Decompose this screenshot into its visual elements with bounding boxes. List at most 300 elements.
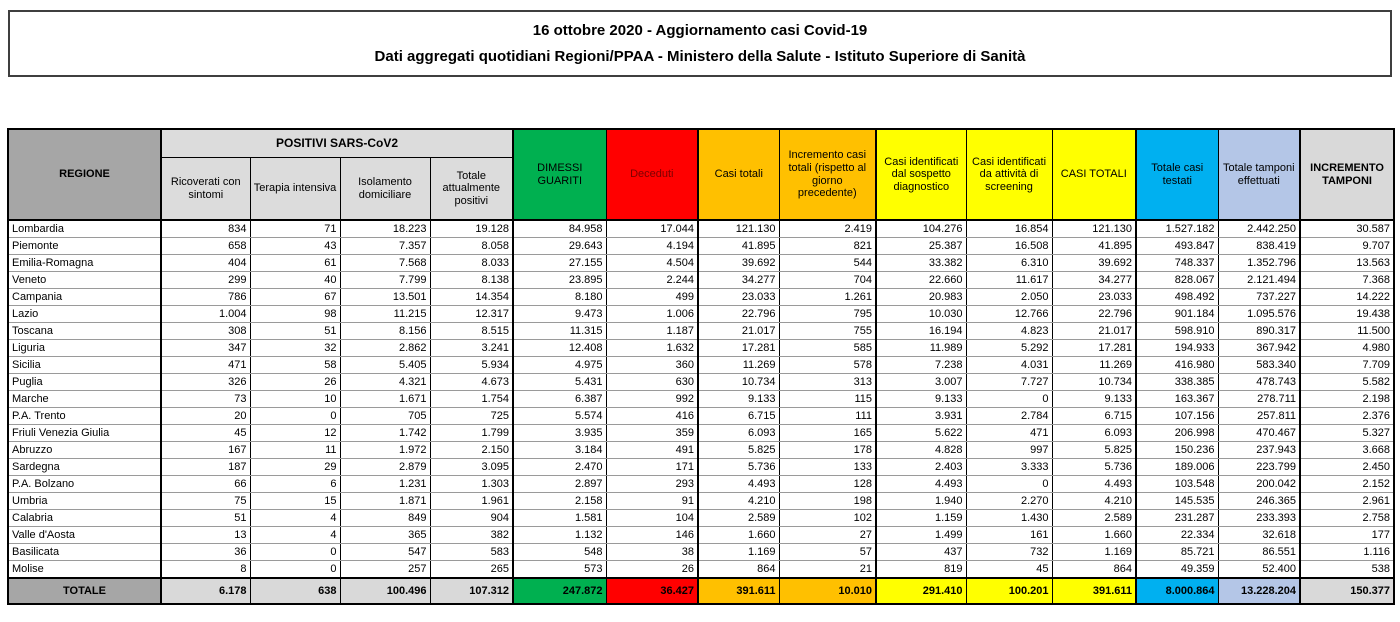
- region-name: Lazio: [8, 306, 161, 323]
- value-cell: 5.736: [698, 459, 779, 476]
- value-cell: 0: [250, 408, 340, 425]
- value-cell: 128: [779, 476, 876, 493]
- value-cell: 5.582: [1300, 374, 1394, 391]
- value-cell: 499: [606, 289, 698, 306]
- value-cell: 5.431: [513, 374, 606, 391]
- value-cell: 293: [606, 476, 698, 493]
- value-cell: 14.354: [430, 289, 513, 306]
- value-cell: 491: [606, 442, 698, 459]
- value-cell: 8.033: [430, 255, 513, 272]
- title-box: [8, 10, 1392, 77]
- value-cell: 3.007: [876, 374, 966, 391]
- value-cell: 84.958: [513, 220, 606, 238]
- region-name: Molise: [8, 561, 161, 579]
- covid-data-table: [7, 128, 1395, 605]
- value-cell: 2.152: [1300, 476, 1394, 493]
- value-cell: 12: [250, 425, 340, 442]
- value-cell: 23.033: [698, 289, 779, 306]
- value-cell: 11: [250, 442, 340, 459]
- value-cell: 1.430: [966, 510, 1052, 527]
- value-cell: 104: [606, 510, 698, 527]
- value-cell: 821: [779, 238, 876, 255]
- column-header-totale-positivi: Totale attualmente positivi: [430, 158, 513, 221]
- value-cell: 177: [1300, 527, 1394, 544]
- value-cell: 748.337: [1136, 255, 1218, 272]
- value-cell: 1.940: [876, 493, 966, 510]
- value-cell: 187: [161, 459, 250, 476]
- value-cell: 20.983: [876, 289, 966, 306]
- value-cell: 2.376: [1300, 408, 1394, 425]
- table-row: [8, 561, 1394, 579]
- value-cell: 102: [779, 510, 876, 527]
- value-cell: 7.568: [340, 255, 430, 272]
- column-header-casi-totali: Casi totali: [698, 129, 779, 220]
- value-cell: 146: [606, 527, 698, 544]
- value-cell: 478.743: [1218, 374, 1300, 391]
- value-cell: 737.227: [1218, 289, 1300, 306]
- value-cell: 11.500: [1300, 323, 1394, 340]
- value-cell: 1.159: [876, 510, 966, 527]
- value-cell: 145.535: [1136, 493, 1218, 510]
- table-row: [8, 255, 1394, 272]
- value-cell: 2.442.250: [1218, 220, 1300, 238]
- value-cell: 6.715: [698, 408, 779, 425]
- value-cell: 2.879: [340, 459, 430, 476]
- column-group-positivi: POSITIVI SARS-CoV2: [161, 129, 513, 158]
- value-cell: 299: [161, 272, 250, 289]
- value-cell: 2.897: [513, 476, 606, 493]
- value-cell: 1.799: [430, 425, 513, 442]
- value-cell: 7.238: [876, 357, 966, 374]
- value-cell: 4.493: [1052, 476, 1136, 493]
- value-cell: 66: [161, 476, 250, 493]
- value-cell: 2.862: [340, 340, 430, 357]
- value-cell: 9.133: [1052, 391, 1136, 408]
- value-cell: 1.169: [698, 544, 779, 561]
- value-cell: 4.194: [606, 238, 698, 255]
- region-name: Puglia: [8, 374, 161, 391]
- value-cell: 12.766: [966, 306, 1052, 323]
- value-cell: 23.033: [1052, 289, 1136, 306]
- value-cell: 493.847: [1136, 238, 1218, 255]
- value-cell: 13: [161, 527, 250, 544]
- value-cell: 2.589: [1052, 510, 1136, 527]
- region-name: Veneto: [8, 272, 161, 289]
- column-header-regione: REGIONE: [8, 129, 161, 220]
- value-cell: 189.006: [1136, 459, 1218, 476]
- value-cell: 41.895: [698, 238, 779, 255]
- value-cell: 36: [161, 544, 250, 561]
- value-cell: 2.244: [606, 272, 698, 289]
- table-row: [8, 476, 1394, 493]
- table-row: [8, 442, 1394, 459]
- total-value-cell: 100.496: [340, 578, 430, 604]
- value-cell: 10.734: [698, 374, 779, 391]
- value-cell: 178: [779, 442, 876, 459]
- column-header-deceduti: Deceduti: [606, 129, 698, 220]
- value-cell: 75: [161, 493, 250, 510]
- value-cell: 4.031: [966, 357, 1052, 374]
- value-cell: 5.574: [513, 408, 606, 425]
- region-name: Umbria: [8, 493, 161, 510]
- region-name: Lombardia: [8, 220, 161, 238]
- total-value-cell: 6.178: [161, 578, 250, 604]
- value-cell: 85.721: [1136, 544, 1218, 561]
- value-cell: 11.315: [513, 323, 606, 340]
- value-cell: 257.811: [1218, 408, 1300, 425]
- value-cell: 8.138: [430, 272, 513, 289]
- value-cell: 23.895: [513, 272, 606, 289]
- value-cell: 13.501: [340, 289, 430, 306]
- value-cell: 233.393: [1218, 510, 1300, 527]
- value-cell: 1.004: [161, 306, 250, 323]
- value-cell: 165: [779, 425, 876, 442]
- value-cell: 6.093: [698, 425, 779, 442]
- value-cell: 0: [966, 476, 1052, 493]
- value-cell: 1.527.182: [1136, 220, 1218, 238]
- value-cell: 34.277: [698, 272, 779, 289]
- value-cell: 1.972: [340, 442, 430, 459]
- value-cell: 161: [966, 527, 1052, 544]
- value-cell: 13.563: [1300, 255, 1394, 272]
- column-header-isolamento: Isolamento domiciliare: [340, 158, 430, 221]
- value-cell: 1.352.796: [1218, 255, 1300, 272]
- value-cell: 4.210: [1052, 493, 1136, 510]
- value-cell: 313: [779, 374, 876, 391]
- value-cell: 2.198: [1300, 391, 1394, 408]
- value-cell: 1.132: [513, 527, 606, 544]
- value-cell: 20: [161, 408, 250, 425]
- value-cell: 10.734: [1052, 374, 1136, 391]
- value-cell: 890.317: [1218, 323, 1300, 340]
- value-cell: 2.961: [1300, 493, 1394, 510]
- value-cell: 21.017: [1052, 323, 1136, 340]
- value-cell: 2.758: [1300, 510, 1394, 527]
- value-cell: 11.617: [966, 272, 1052, 289]
- value-cell: 150.236: [1136, 442, 1218, 459]
- total-label: TOTALE: [8, 578, 161, 604]
- value-cell: 1.660: [1052, 527, 1136, 544]
- value-cell: 1.754: [430, 391, 513, 408]
- value-cell: 246.365: [1218, 493, 1300, 510]
- value-cell: 8: [161, 561, 250, 579]
- value-cell: 382: [430, 527, 513, 544]
- value-cell: 33.382: [876, 255, 966, 272]
- table-row: [8, 220, 1394, 238]
- value-cell: 1.187: [606, 323, 698, 340]
- value-cell: 8.180: [513, 289, 606, 306]
- value-cell: 133: [779, 459, 876, 476]
- value-cell: 5.622: [876, 425, 966, 442]
- value-cell: 4.493: [698, 476, 779, 493]
- value-cell: 16.194: [876, 323, 966, 340]
- value-cell: 8.058: [430, 238, 513, 255]
- value-cell: 26: [606, 561, 698, 579]
- value-cell: 200.042: [1218, 476, 1300, 493]
- value-cell: 308: [161, 323, 250, 340]
- value-cell: 58: [250, 357, 340, 374]
- value-cell: 583.340: [1218, 357, 1300, 374]
- value-cell: 1.961: [430, 493, 513, 510]
- value-cell: 5.327: [1300, 425, 1394, 442]
- value-cell: 5.825: [1052, 442, 1136, 459]
- table-row: [8, 323, 1394, 340]
- value-cell: 49.359: [1136, 561, 1218, 579]
- value-cell: 2.150: [430, 442, 513, 459]
- value-cell: 21.017: [698, 323, 779, 340]
- value-cell: 901.184: [1136, 306, 1218, 323]
- value-cell: 573: [513, 561, 606, 579]
- value-cell: 231.287: [1136, 510, 1218, 527]
- column-header-screening: Casi identificati da attività di screening: [966, 129, 1052, 220]
- value-cell: 86.551: [1218, 544, 1300, 561]
- value-cell: 6: [250, 476, 340, 493]
- table-row: [8, 493, 1394, 510]
- value-cell: 338.385: [1136, 374, 1218, 391]
- table-row: [8, 289, 1394, 306]
- value-cell: 828.067: [1136, 272, 1218, 289]
- value-cell: 98: [250, 306, 340, 323]
- value-cell: 498.492: [1136, 289, 1218, 306]
- value-cell: 4.975: [513, 357, 606, 374]
- value-cell: 121.130: [698, 220, 779, 238]
- value-cell: 17.281: [1052, 340, 1136, 357]
- column-header-casi-testati: Totale casi testati: [1136, 129, 1218, 220]
- table-row: [8, 340, 1394, 357]
- value-cell: 347: [161, 340, 250, 357]
- column-header-sospetto-diagnostico: Casi identificati dal sospetto diagnostico: [876, 129, 966, 220]
- value-cell: 10: [250, 391, 340, 408]
- value-cell: 1.660: [698, 527, 779, 544]
- value-cell: 265: [430, 561, 513, 579]
- value-cell: 7.368: [1300, 272, 1394, 289]
- value-cell: 547: [340, 544, 430, 561]
- value-cell: 3.184: [513, 442, 606, 459]
- value-cell: 3.333: [966, 459, 1052, 476]
- region-name: Friuli Venezia Giulia: [8, 425, 161, 442]
- value-cell: 1.671: [340, 391, 430, 408]
- value-cell: 2.470: [513, 459, 606, 476]
- value-cell: 795: [779, 306, 876, 323]
- value-cell: 416.980: [1136, 357, 1218, 374]
- value-cell: 6.387: [513, 391, 606, 408]
- value-cell: 12.317: [430, 306, 513, 323]
- value-cell: 17.281: [698, 340, 779, 357]
- table-row: [8, 510, 1394, 527]
- value-cell: 9.133: [698, 391, 779, 408]
- total-value-cell: 247.872: [513, 578, 606, 604]
- value-cell: 2.403: [876, 459, 966, 476]
- value-cell: 51: [161, 510, 250, 527]
- value-cell: 11.989: [876, 340, 966, 357]
- total-row: [8, 578, 1394, 604]
- value-cell: 365: [340, 527, 430, 544]
- table-row: [8, 391, 1394, 408]
- value-cell: 416: [606, 408, 698, 425]
- region-name: Calabria: [8, 510, 161, 527]
- value-cell: 171: [606, 459, 698, 476]
- value-cell: 2.589: [698, 510, 779, 527]
- table-row: [8, 408, 1394, 425]
- value-cell: 22.796: [1052, 306, 1136, 323]
- bulletin-title: 16 ottobre 2020 - Aggiornamento casi Covid-19: [532, 22, 868, 39]
- value-cell: 1.095.576: [1218, 306, 1300, 323]
- value-cell: 5.292: [966, 340, 1052, 357]
- region-name: P.A. Trento: [8, 408, 161, 425]
- total-value-cell: 13.228.204: [1218, 578, 1300, 604]
- value-cell: 34.277: [1052, 272, 1136, 289]
- value-cell: 14.222: [1300, 289, 1394, 306]
- value-cell: 755: [779, 323, 876, 340]
- value-cell: 29.643: [513, 238, 606, 255]
- table-row: [8, 459, 1394, 476]
- value-cell: 41.895: [1052, 238, 1136, 255]
- value-cell: 904: [430, 510, 513, 527]
- value-cell: 585: [779, 340, 876, 357]
- value-cell: 367.942: [1218, 340, 1300, 357]
- value-cell: 4.673: [430, 374, 513, 391]
- region-name: Valle d'Aosta: [8, 527, 161, 544]
- value-cell: 864: [698, 561, 779, 579]
- value-cell: 578: [779, 357, 876, 374]
- value-cell: 43: [250, 238, 340, 255]
- value-cell: 257: [340, 561, 430, 579]
- value-cell: 4.210: [698, 493, 779, 510]
- total-value-cell: 36.427: [606, 578, 698, 604]
- value-cell: 834: [161, 220, 250, 238]
- value-cell: 21: [779, 561, 876, 579]
- total-value-cell: 291.410: [876, 578, 966, 604]
- region-name: Piemonte: [8, 238, 161, 255]
- value-cell: 103.548: [1136, 476, 1218, 493]
- value-cell: 538: [1300, 561, 1394, 579]
- column-header-ricoverati: Ricoverati con sintomi: [161, 158, 250, 221]
- value-cell: 67: [250, 289, 340, 306]
- table-row: [8, 527, 1394, 544]
- table-row: [8, 306, 1394, 323]
- value-cell: 1.116: [1300, 544, 1394, 561]
- value-cell: 1.871: [340, 493, 430, 510]
- value-cell: 12.408: [513, 340, 606, 357]
- value-cell: 4: [250, 527, 340, 544]
- value-cell: 1.303: [430, 476, 513, 493]
- value-cell: 71: [250, 220, 340, 238]
- value-cell: 4.823: [966, 323, 1052, 340]
- value-cell: 6.310: [966, 255, 1052, 272]
- table-row: [8, 544, 1394, 561]
- value-cell: 4.828: [876, 442, 966, 459]
- value-cell: 598.910: [1136, 323, 1218, 340]
- value-cell: 18.223: [340, 220, 430, 238]
- value-cell: 471: [161, 357, 250, 374]
- table-body: [8, 220, 1394, 604]
- value-cell: 22.660: [876, 272, 966, 289]
- value-cell: 2.270: [966, 493, 1052, 510]
- value-cell: 1.169: [1052, 544, 1136, 561]
- value-cell: 704: [779, 272, 876, 289]
- region-name: Basilicata: [8, 544, 161, 561]
- value-cell: 544: [779, 255, 876, 272]
- value-cell: 3.241: [430, 340, 513, 357]
- value-cell: 4.321: [340, 374, 430, 391]
- value-cell: 73: [161, 391, 250, 408]
- value-cell: 8.156: [340, 323, 430, 340]
- value-cell: 45: [966, 561, 1052, 579]
- table-row: [8, 374, 1394, 391]
- value-cell: 107.156: [1136, 408, 1218, 425]
- value-cell: 5.736: [1052, 459, 1136, 476]
- value-cell: 7.709: [1300, 357, 1394, 374]
- value-cell: 7.727: [966, 374, 1052, 391]
- value-cell: 198: [779, 493, 876, 510]
- value-cell: 1.006: [606, 306, 698, 323]
- value-cell: 19.128: [430, 220, 513, 238]
- value-cell: 437: [876, 544, 966, 561]
- value-cell: 11.269: [698, 357, 779, 374]
- column-header-casi-totali-caps: CASI TOTALI: [1052, 129, 1136, 220]
- value-cell: 1.261: [779, 289, 876, 306]
- table-row: [8, 238, 1394, 255]
- value-cell: 16.508: [966, 238, 1052, 255]
- value-cell: 45: [161, 425, 250, 442]
- value-cell: 3.935: [513, 425, 606, 442]
- region-name: Sardegna: [8, 459, 161, 476]
- value-cell: 5.934: [430, 357, 513, 374]
- value-cell: 6.093: [1052, 425, 1136, 442]
- value-cell: 167: [161, 442, 250, 459]
- value-cell: 16.854: [966, 220, 1052, 238]
- table-row: [8, 425, 1394, 442]
- value-cell: 8.515: [430, 323, 513, 340]
- region-name: Campania: [8, 289, 161, 306]
- value-cell: 0: [250, 544, 340, 561]
- value-cell: 404: [161, 255, 250, 272]
- value-cell: 359: [606, 425, 698, 442]
- value-cell: 104.276: [876, 220, 966, 238]
- value-cell: 7.357: [340, 238, 430, 255]
- value-cell: 583: [430, 544, 513, 561]
- value-cell: 2.121.494: [1218, 272, 1300, 289]
- value-cell: 5.825: [698, 442, 779, 459]
- value-cell: 27: [779, 527, 876, 544]
- value-cell: 40: [250, 272, 340, 289]
- value-cell: 57: [779, 544, 876, 561]
- value-cell: 11.269: [1052, 357, 1136, 374]
- value-cell: 52.400: [1218, 561, 1300, 579]
- value-cell: 38: [606, 544, 698, 561]
- value-cell: 4: [250, 510, 340, 527]
- value-cell: 10.030: [876, 306, 966, 323]
- value-cell: 9.707: [1300, 238, 1394, 255]
- value-cell: 326: [161, 374, 250, 391]
- value-cell: 849: [340, 510, 430, 527]
- header-group-row: [8, 129, 1394, 158]
- value-cell: 9.473: [513, 306, 606, 323]
- value-cell: 91: [606, 493, 698, 510]
- value-cell: 2.158: [513, 493, 606, 510]
- value-cell: 4.493: [876, 476, 966, 493]
- value-cell: 32.618: [1218, 527, 1300, 544]
- region-name: P.A. Bolzano: [8, 476, 161, 493]
- value-cell: 39.692: [1052, 255, 1136, 272]
- value-cell: 6.715: [1052, 408, 1136, 425]
- value-cell: 1.499: [876, 527, 966, 544]
- value-cell: 360: [606, 357, 698, 374]
- value-cell: 121.130: [1052, 220, 1136, 238]
- value-cell: 115: [779, 391, 876, 408]
- column-header-tamponi-effettuati: Totale tamponi effettuati: [1218, 129, 1300, 220]
- total-value-cell: 8.000.864: [1136, 578, 1218, 604]
